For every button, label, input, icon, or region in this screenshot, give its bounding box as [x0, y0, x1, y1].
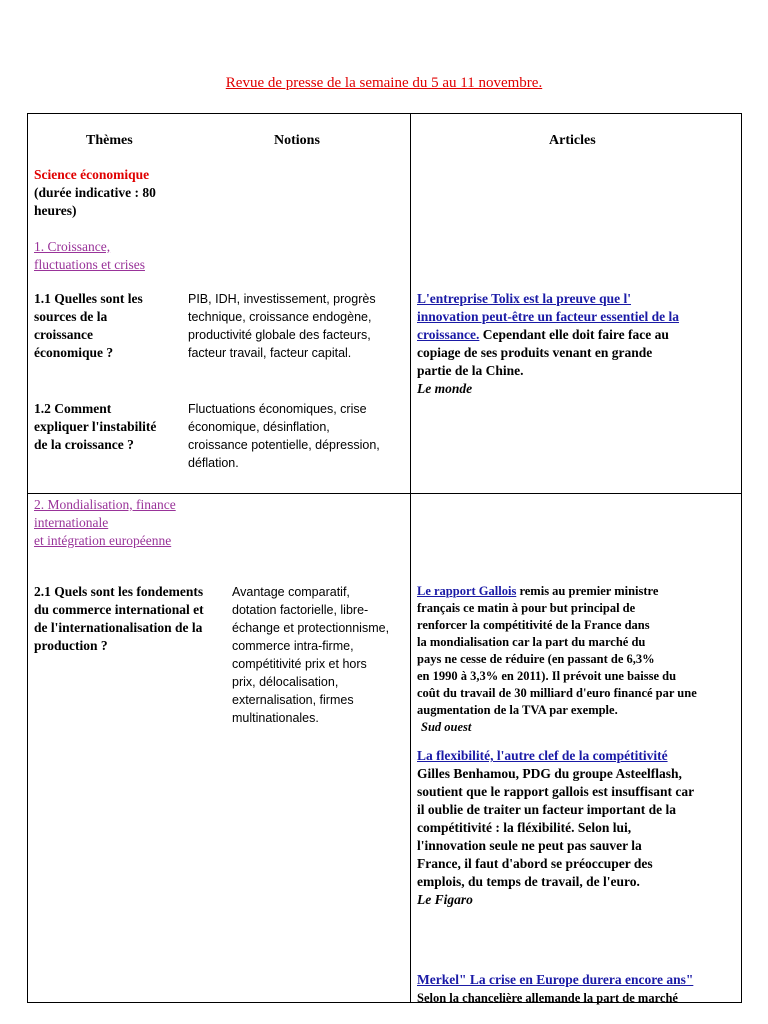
column-divider — [410, 114, 411, 1002]
article-source: Le Figaro — [417, 892, 473, 907]
question-1-1 — [34, 290, 143, 362]
question-line: de la croissance ? — [34, 437, 134, 452]
notion-line: économique, désinflation, — [188, 420, 330, 434]
article-flexibilite-link[interactable]: La flexibilité, l'autre clef de la compétitivité — [417, 748, 668, 763]
question-line: 2.1 Quels sont les fondements — [34, 584, 204, 599]
section1-heading[interactable] — [34, 238, 145, 274]
notion-line: multinationales. — [232, 711, 319, 725]
question-line: sources de la — [34, 309, 108, 324]
article-tolix-link[interactable]: innovation peut-être un facteur essentiel de la — [417, 309, 679, 324]
notions-1-2 — [188, 400, 380, 472]
notion-line: Avantage comparatif, — [232, 585, 350, 599]
article-text: français ce matin à pour but principal de — [417, 601, 636, 615]
notion-line: croissance potentielle, dépression, — [188, 438, 380, 452]
article-tolix — [417, 290, 739, 398]
article-gallois-link[interactable]: Le rapport Gallois — [417, 584, 517, 598]
notion-line: Fluctuations économiques, crise — [188, 402, 367, 416]
article-text: augmentation de la TVA par exemple. — [417, 703, 618, 717]
notion-line: externalisation, firmes — [232, 693, 354, 707]
article-tolix-text: copiage de ses produits venant en grande — [417, 345, 653, 360]
article-source: Sud ouest — [421, 720, 472, 734]
question-line: croissance — [34, 327, 93, 342]
article-tolix-link[interactable]: croissance. — [417, 327, 480, 342]
article-gallois — [417, 583, 739, 736]
notion-line: déflation. — [188, 456, 239, 470]
article-text: la mondialisation car la part du marché du — [417, 635, 646, 649]
article-text: il oublie de traiter un facteur important de la — [417, 802, 676, 817]
notion-line: prix, délocalisation, — [232, 675, 339, 689]
article-text: l'innovation seule ne peut pas sauver la — [417, 838, 642, 853]
notion-line: échange et protectionnisme, — [232, 621, 390, 635]
article-tolix-link[interactable]: L'entreprise Tolix est la preuve que l' — [417, 291, 632, 306]
notion-line: productivité globale des facteurs, — [188, 328, 371, 342]
article-text: Selon la chancelière allemande la part de marché — [417, 991, 678, 1005]
question-1-2 — [34, 400, 156, 454]
section2-heading-line[interactable]: et intégration européenne — [34, 533, 172, 548]
section2-heading-line[interactable]: 2. Mondialisation, finance — [34, 497, 176, 512]
header-themes: Thèmes — [86, 133, 133, 148]
header-articles: Articles — [549, 133, 596, 148]
page-title: Revue de presse de la semaine du 5 au 11 novembre. — [225, 75, 543, 91]
article-tolix-text: Cependant elle doit faire face au — [479, 327, 669, 342]
notion-line: compétitivité prix et hors — [232, 657, 367, 671]
subject-label: Science économique — [34, 167, 150, 182]
article-text: Gilles Benhamou, PDG du groupe Asteelflash, — [417, 766, 682, 781]
notion-line: commerce intra-firme, — [232, 639, 354, 653]
notion-line: dotation factorielle, libre- — [232, 603, 369, 617]
article-text: en 1990 à 3,3% en 2011). Il prévoit une baisse du — [417, 669, 677, 683]
question-line: production ? — [34, 638, 108, 653]
article-text: emplois, du temps de travail, de l'euro. — [417, 874, 640, 889]
subject-block — [34, 166, 194, 220]
notions-1-1 — [188, 290, 376, 362]
article-text: remis au premier ministre — [516, 584, 659, 598]
article-flexibilite — [417, 747, 739, 909]
question-line: 1.1 Quelles sont les — [34, 291, 143, 306]
article-merkel — [417, 971, 739, 1007]
article-text: soutient que le rapport gallois est insuffisant car — [417, 784, 695, 799]
article-source: Le monde — [417, 381, 473, 396]
article-tolix-text: partie de la Chine. — [417, 363, 524, 378]
press-review-table — [27, 113, 742, 1003]
article-text: renforcer la compétitivité de la France dans — [417, 618, 650, 632]
article-text: compétitivité : la fléxibilité. Selon lui, — [417, 820, 632, 835]
question-line: expliquer l'instabilité — [34, 419, 157, 434]
question-line: économique ? — [34, 345, 114, 360]
question-line: 1.2 Comment — [34, 401, 112, 416]
row-divider — [28, 493, 741, 494]
notion-line: facteur travail, facteur capital. — [188, 346, 352, 360]
article-text: pays ne cesse de réduire (en passant de 6,3% — [417, 652, 655, 666]
question-line: du commerce international et — [34, 602, 204, 617]
article-text: coût du travail de 30 milliard d'euro financé par une — [417, 686, 697, 700]
notion-line: technique, croissance endogène, — [188, 310, 372, 324]
question-line: de l'internationalisation de la — [34, 620, 203, 635]
article-text: France, il faut d'abord se préoccuper des — [417, 856, 653, 871]
duration-line: (durée indicative : 80 — [34, 185, 156, 200]
duration-line: heures) — [34, 203, 77, 218]
section2-heading[interactable] — [34, 496, 176, 550]
question-2-1 — [34, 583, 204, 655]
notions-2-1 — [232, 583, 389, 727]
section1-heading-line[interactable]: fluctuations et crises — [34, 257, 145, 272]
section1-heading-line[interactable]: 1. Croissance, — [34, 239, 111, 254]
section2-heading-line[interactable]: internationale — [34, 515, 109, 530]
header-notions: Notions — [274, 133, 320, 148]
article-merkel-link[interactable]: Merkel" La crise en Europe durera encore ans" — [417, 972, 694, 987]
notion-line: PIB, IDH, investissement, progrès — [188, 292, 376, 306]
